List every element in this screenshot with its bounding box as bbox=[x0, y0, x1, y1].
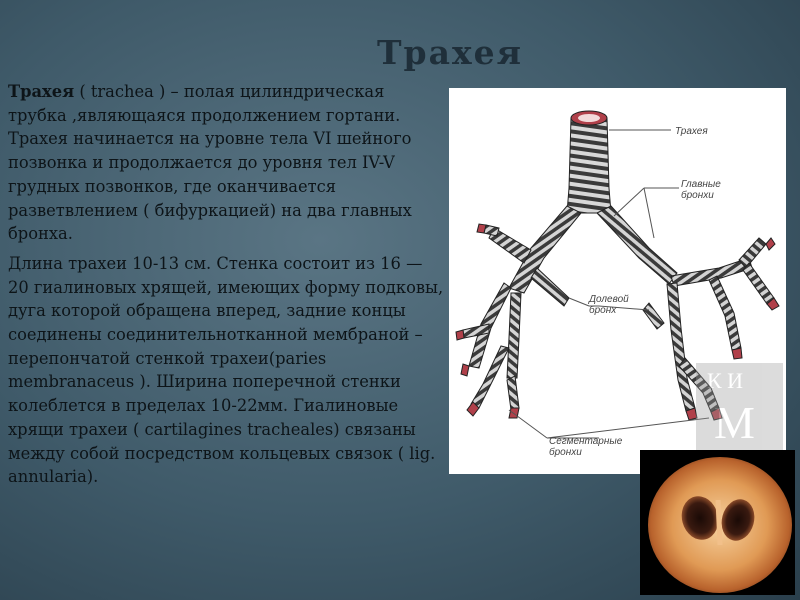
endoscopy-image-svg bbox=[640, 450, 795, 595]
slide-title: Трахея bbox=[376, 33, 524, 72]
label-segmental-bronchi-2: бронхи bbox=[549, 447, 582, 458]
label-lobar-bronchus-2: бронх bbox=[589, 305, 617, 316]
endoscopy-photo bbox=[640, 450, 795, 595]
label-segmental-bronchi-1: Сегментарные bbox=[549, 436, 623, 447]
trachea-shape bbox=[567, 111, 611, 213]
left-bronchial-tree bbox=[456, 206, 581, 418]
svg-text:М: М bbox=[714, 397, 755, 448]
definition-text: ( trachea ) – полая цилиндрическая трубка ,являющаяся продолжением гортани. Трахея начинается на уровне тела VI шейного позвонка и продолжается до уровня тел IV-V грудных позвонков, где оканчивается разветвлением ( бифуркацией) на два главных бронха. bbox=[8, 82, 412, 244]
label-lobar-bronchus-1: Долевой bbox=[589, 294, 629, 305]
label-main-bronchi-1: Главные bbox=[681, 179, 721, 190]
diagram-svg bbox=[449, 88, 786, 474]
watermark-logo bbox=[696, 363, 783, 458]
label-trachea: Трахея bbox=[675, 126, 708, 137]
label-main-bronchi-2: бронхи bbox=[681, 190, 714, 201]
paragraph-description: Длина трахеи 10-13 см. Стенка состоит из 16 — 20 гиалиновых хрящей, имеющих форму подковы, дуга которой обращена вперед, задние концы соединены соединительнотканной мембраной – перепончатой стенкой трахеи(paries membranaceus ). Ширина поперечной стенки колеблется в пределах 10-22мм. Гиалиновые хрящи трахеи ( cartilagines tracheales) связаны между собой посредством кольцевых связок ( lig. annularia). bbox=[8, 253, 444, 487]
body-text bbox=[8, 80, 448, 495]
paragraph-definition bbox=[8, 80, 448, 246]
svg-text:К И: К И bbox=[707, 368, 744, 393]
trachea-bronchi-diagram bbox=[449, 88, 786, 474]
term-trachea: Трахея bbox=[8, 82, 75, 101]
